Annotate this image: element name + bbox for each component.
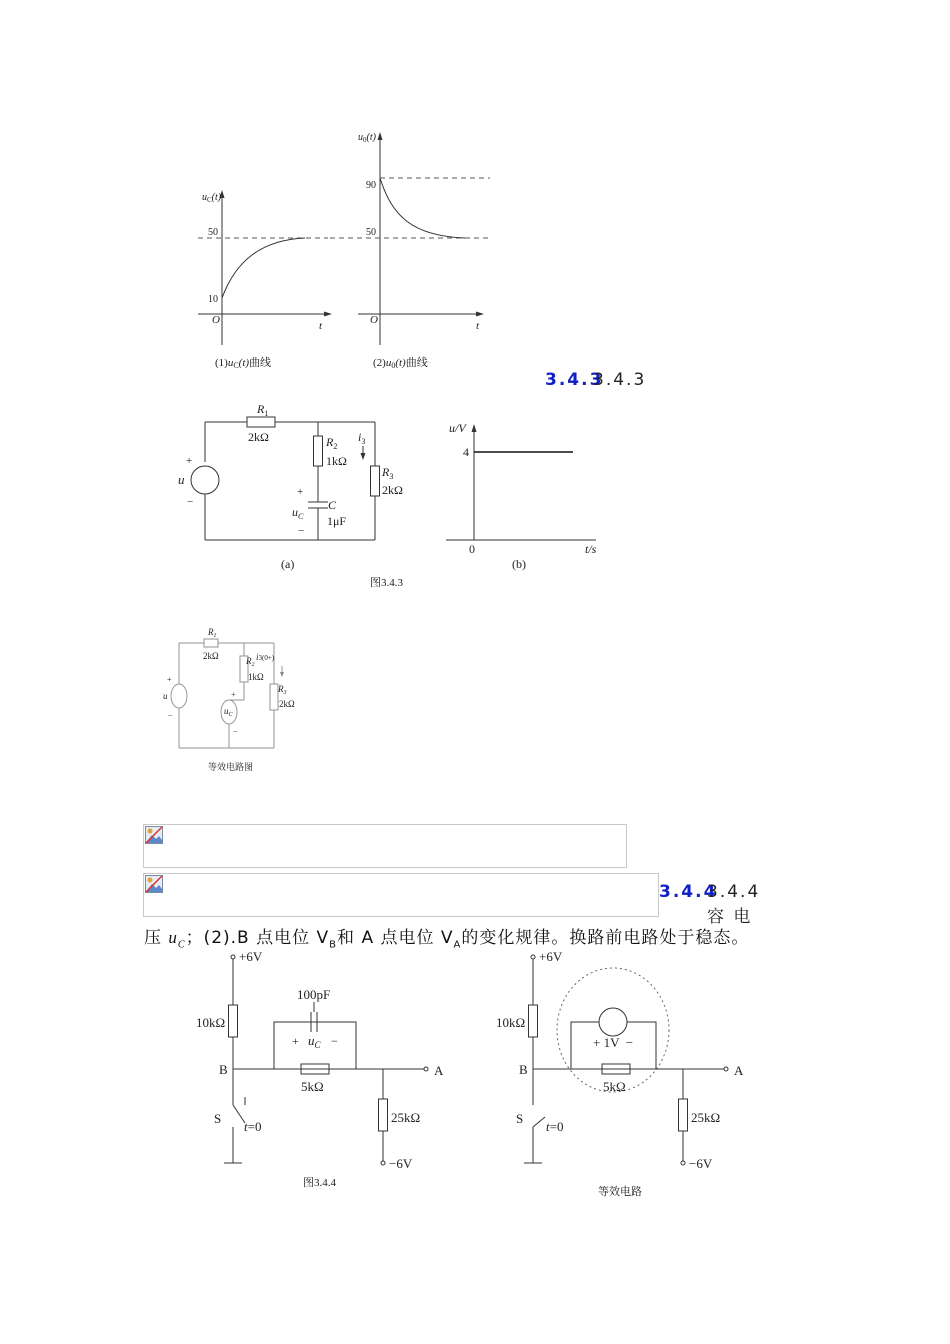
heading-343-link[interactable]: 3.4.3 bbox=[545, 370, 604, 390]
fig343-r2 bbox=[314, 436, 323, 466]
fig343-plot-xlabel: t/s bbox=[585, 542, 597, 556]
fig344-t0: t=0 bbox=[244, 1119, 262, 1134]
equiv344-r-mid-value: 5kΩ bbox=[603, 1079, 626, 1094]
fig344-cap-value: 100pF bbox=[297, 987, 331, 1002]
fig1-right-tick-50: 50 bbox=[366, 227, 376, 238]
broken-image-icon bbox=[145, 826, 163, 844]
paragraph-part-1: 压 bbox=[144, 928, 169, 948]
fig344-r-mid-value: 5kΩ bbox=[301, 1079, 324, 1094]
heading-344-text: 3.4.4 容 电 bbox=[707, 882, 761, 927]
fig343-r1 bbox=[247, 417, 275, 427]
fig343-plot-ylabel: u/V bbox=[449, 421, 466, 435]
fig343-source bbox=[191, 466, 219, 494]
fig343-plot-origin: 0 bbox=[469, 542, 475, 556]
fig1-right-ylabel: $u_0(t)$ bbox=[358, 132, 376, 144]
paragraph-uc: $u_C$ bbox=[168, 928, 186, 951]
fig344-r-right bbox=[379, 1099, 388, 1131]
paragraph-part-4: 的变化规律。换路前电路处于稳态。 bbox=[461, 928, 750, 948]
fig344-node-a: A bbox=[434, 1063, 444, 1078]
fig343-caption: 图3.4.3 bbox=[370, 577, 403, 589]
paragraph-part-3: 和 A 点电位 V bbox=[337, 928, 454, 948]
equiv344-r-top bbox=[529, 1005, 538, 1037]
fig343-circuit bbox=[178, 402, 403, 571]
fig1-curves bbox=[180, 120, 510, 380]
fig1-left-plot bbox=[198, 190, 332, 370]
equiv343-r1-label: $R_1$ bbox=[208, 627, 217, 639]
fig343-c-value: 1μF bbox=[327, 514, 347, 528]
equiv344-source bbox=[599, 1008, 627, 1036]
fig343-uc-minus: − bbox=[298, 525, 305, 537]
equiv343-r2-value: 1kΩ bbox=[248, 672, 264, 682]
fig343-label-a: (a) bbox=[281, 557, 295, 571]
fig343-c-label: C bbox=[328, 498, 337, 512]
equiv344-r-top-value: 10kΩ bbox=[496, 1015, 526, 1030]
paragraph-va-sub: A bbox=[453, 939, 462, 951]
broken-image-2 bbox=[143, 873, 659, 917]
fig344-switch-label: S bbox=[214, 1111, 222, 1126]
equiv343-uc-plus: + bbox=[231, 690, 236, 699]
equiv344-vplus: +6V bbox=[539, 949, 563, 964]
fig343-i3-label: $i_3$ bbox=[358, 430, 366, 446]
equiv343 bbox=[160, 622, 310, 777]
fig343-r1-value: 2kΩ bbox=[248, 430, 269, 444]
fig344 bbox=[190, 945, 460, 1195]
fig344-vplus: +6V bbox=[239, 949, 263, 964]
equiv343-r2-label: $R_2$ bbox=[246, 656, 255, 668]
fig344-r-right-value: 25kΩ bbox=[391, 1110, 421, 1125]
equiv344-r-right-value: 25kΩ bbox=[691, 1110, 721, 1125]
fig343-r2-value: 1kΩ bbox=[326, 454, 347, 468]
equiv343-uc-minus: − bbox=[233, 727, 238, 736]
paragraph-part-2: ；(2).B 点电位 V bbox=[185, 928, 330, 948]
fig343-r1-label: $R_1$ bbox=[257, 402, 269, 418]
fig344-uc-plus: + bbox=[292, 1034, 299, 1048]
fig1-left-tick-50: 50 bbox=[208, 227, 218, 238]
equiv344-node-a: A bbox=[734, 1063, 744, 1078]
equiv343-r3-value: 2kΩ bbox=[279, 699, 295, 709]
equiv344-r-right bbox=[679, 1099, 688, 1131]
heading-343-text: 3.4.3 bbox=[593, 370, 647, 390]
fig343-u-label: u bbox=[178, 472, 185, 487]
fig343-r3-label: $R_3$ bbox=[382, 465, 394, 481]
fig343 bbox=[170, 398, 620, 598]
fig1-right-plot bbox=[330, 132, 490, 370]
fig343-r3 bbox=[371, 466, 380, 496]
equiv344-caption: 等效电路 bbox=[598, 1186, 642, 1198]
broken-image-1 bbox=[143, 824, 627, 868]
fig343-plot bbox=[446, 421, 597, 571]
fig343-r3-value: 2kΩ bbox=[382, 483, 403, 497]
equiv343-u-label: u bbox=[163, 691, 168, 701]
equiv344-src-label: + 1V − bbox=[593, 1035, 634, 1050]
fig344-uc-minus: − bbox=[331, 1034, 338, 1048]
fig1-right-caption: (2)u0(t)曲线 bbox=[373, 356, 428, 370]
fig1-left-xlabel: t bbox=[319, 320, 323, 332]
fig343-uc-plus: + bbox=[297, 486, 304, 498]
fig343-r2-label: $R_2$ bbox=[326, 435, 338, 451]
equiv343-uc-label: $u_C$ bbox=[224, 706, 233, 718]
fig343-u-plus: + bbox=[186, 455, 193, 467]
fig1-right-xlabel: t bbox=[476, 320, 480, 332]
paragraph-vb-sub: B bbox=[329, 939, 338, 951]
fig1-left-ylabel: $u_C(t)$ bbox=[202, 192, 222, 204]
fig343-label-b: (b) bbox=[512, 557, 526, 571]
equiv343-i3-label: i3(0+) bbox=[256, 652, 275, 662]
fig343-uc-label: $u_C$ bbox=[292, 505, 304, 521]
equiv343-caption: 等效电路图 bbox=[208, 762, 254, 772]
equiv343-u-plus: + bbox=[167, 675, 172, 684]
equiv344-switch bbox=[533, 1117, 545, 1127]
fig1-left-tick-10: 10 bbox=[208, 294, 218, 305]
fig344-caption: 图3.4.4 bbox=[303, 1177, 336, 1189]
fig1-left-origin: O bbox=[212, 314, 220, 326]
equiv344-switch-label: S bbox=[516, 1111, 524, 1126]
fig344-node-b: B bbox=[219, 1062, 228, 1077]
equiv344-t0: t=0 bbox=[546, 1119, 564, 1134]
broken-image-icon bbox=[145, 875, 163, 893]
equiv343-r3-label: $R_3$ bbox=[278, 684, 287, 696]
fig1-right-tick-90: 90 bbox=[366, 180, 376, 191]
fig344-r-top bbox=[229, 1005, 238, 1037]
fig344-r-top-value: 10kΩ bbox=[196, 1015, 226, 1030]
equiv343-r1-value: 2kΩ bbox=[203, 651, 219, 661]
equiv344-vminus: −6V bbox=[689, 1156, 713, 1171]
heading-344-link[interactable]: 3.4.4 bbox=[659, 882, 718, 902]
fig343-u-minus: − bbox=[187, 496, 194, 508]
fig1-left-caption: (1)uC(t)曲线 bbox=[215, 356, 272, 370]
fig344-vminus: −6V bbox=[389, 1156, 413, 1171]
equiv344 bbox=[490, 945, 760, 1205]
equiv343-u-minus: − bbox=[168, 711, 173, 720]
fig1-right-origin: O bbox=[370, 314, 378, 326]
fig343-plot-tick: 4 bbox=[463, 445, 469, 459]
fig344-uc-label: $u_C$ bbox=[308, 1033, 321, 1050]
equiv344-node-b: B bbox=[519, 1062, 528, 1077]
